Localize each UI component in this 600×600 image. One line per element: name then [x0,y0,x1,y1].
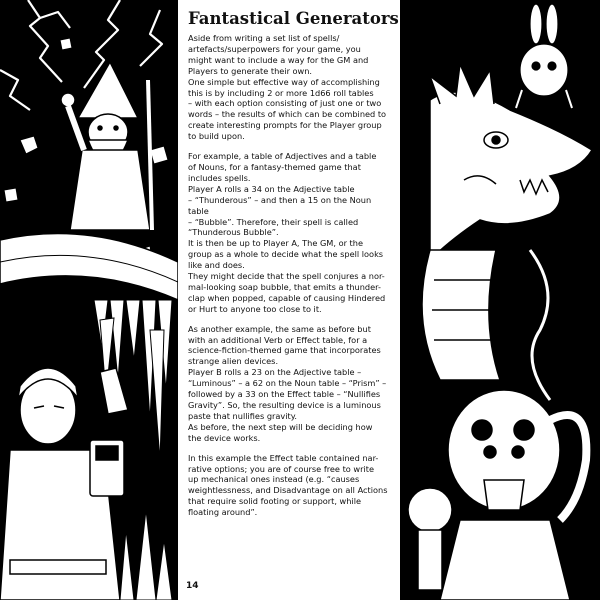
page-number: 14 [186,581,199,591]
alien-creature [408,390,586,600]
woman-figure [0,368,128,600]
paragraph-scifi-example: As another example, the same as before but with an additional Verb or Effect table, for a science-fiction-themed game that incorporates strange alien devices. Player B rolls a 23 on the Adjective table – “Luminous” – a 62 on the Noun table – “Prism” – followed by a 33 on the Effect table – “Nullifies Gravity”. So, the resulting device is a luminous paste that nullifies gravity. As before, the next step will be deciding how the device works. [188,323,387,443]
paragraph-fantasy-example: For example, a table of Adjectives and a table of Nouns, for a fantasy-themed game that includes spells. Player A rolls a 34 on the Adjective table – “Thunderous” – and then a 15 on the Noun table – “Bubble”. Therefore, their spell is called “Thunderous Bubble”. It is then be up to Player A, The GM, or the group as a whole to decide what the spell looks like and does. They might decide that the spell conjures a nor- mal-looking soap bubble, that emits a thunder- clap when popped, capable of causing Hindered or Hurt to anyone too close to it. [188,151,386,314]
paragraph-intro: Aside from writing a set list of spells/ artefacts/superpowers for your game, you might want to include a way for the GM and Players to generate their own. One simple but effective way of accomplishing this is by including 2 or more 1d66 roll tables – with each option consisting of just one or two words – the results of which can be combined to create interesting prompts for the Player group to build upon. [188,33,387,142]
left-illustration-panel [0,0,178,600]
rock-bridge [0,234,178,300]
crystal-cluster [120,510,172,600]
lightning-bolt-icon [0,0,162,110]
page-title: Fantastical Generators [188,9,399,28]
right-illustration-panel [400,0,600,600]
rabbit-creature-icon [516,4,572,108]
text-page [178,0,400,600]
paragraph-effect-note: In this example the Effect table contained nar- rative options; you are of course free to write up mechanical ones instead (e.g. “causes weightlessness, and Disadvantage on all Actions that require solid footing or support, while floating around”. [188,452,388,518]
wizard-figure [61,62,152,230]
dragon-neck [422,250,550,400]
